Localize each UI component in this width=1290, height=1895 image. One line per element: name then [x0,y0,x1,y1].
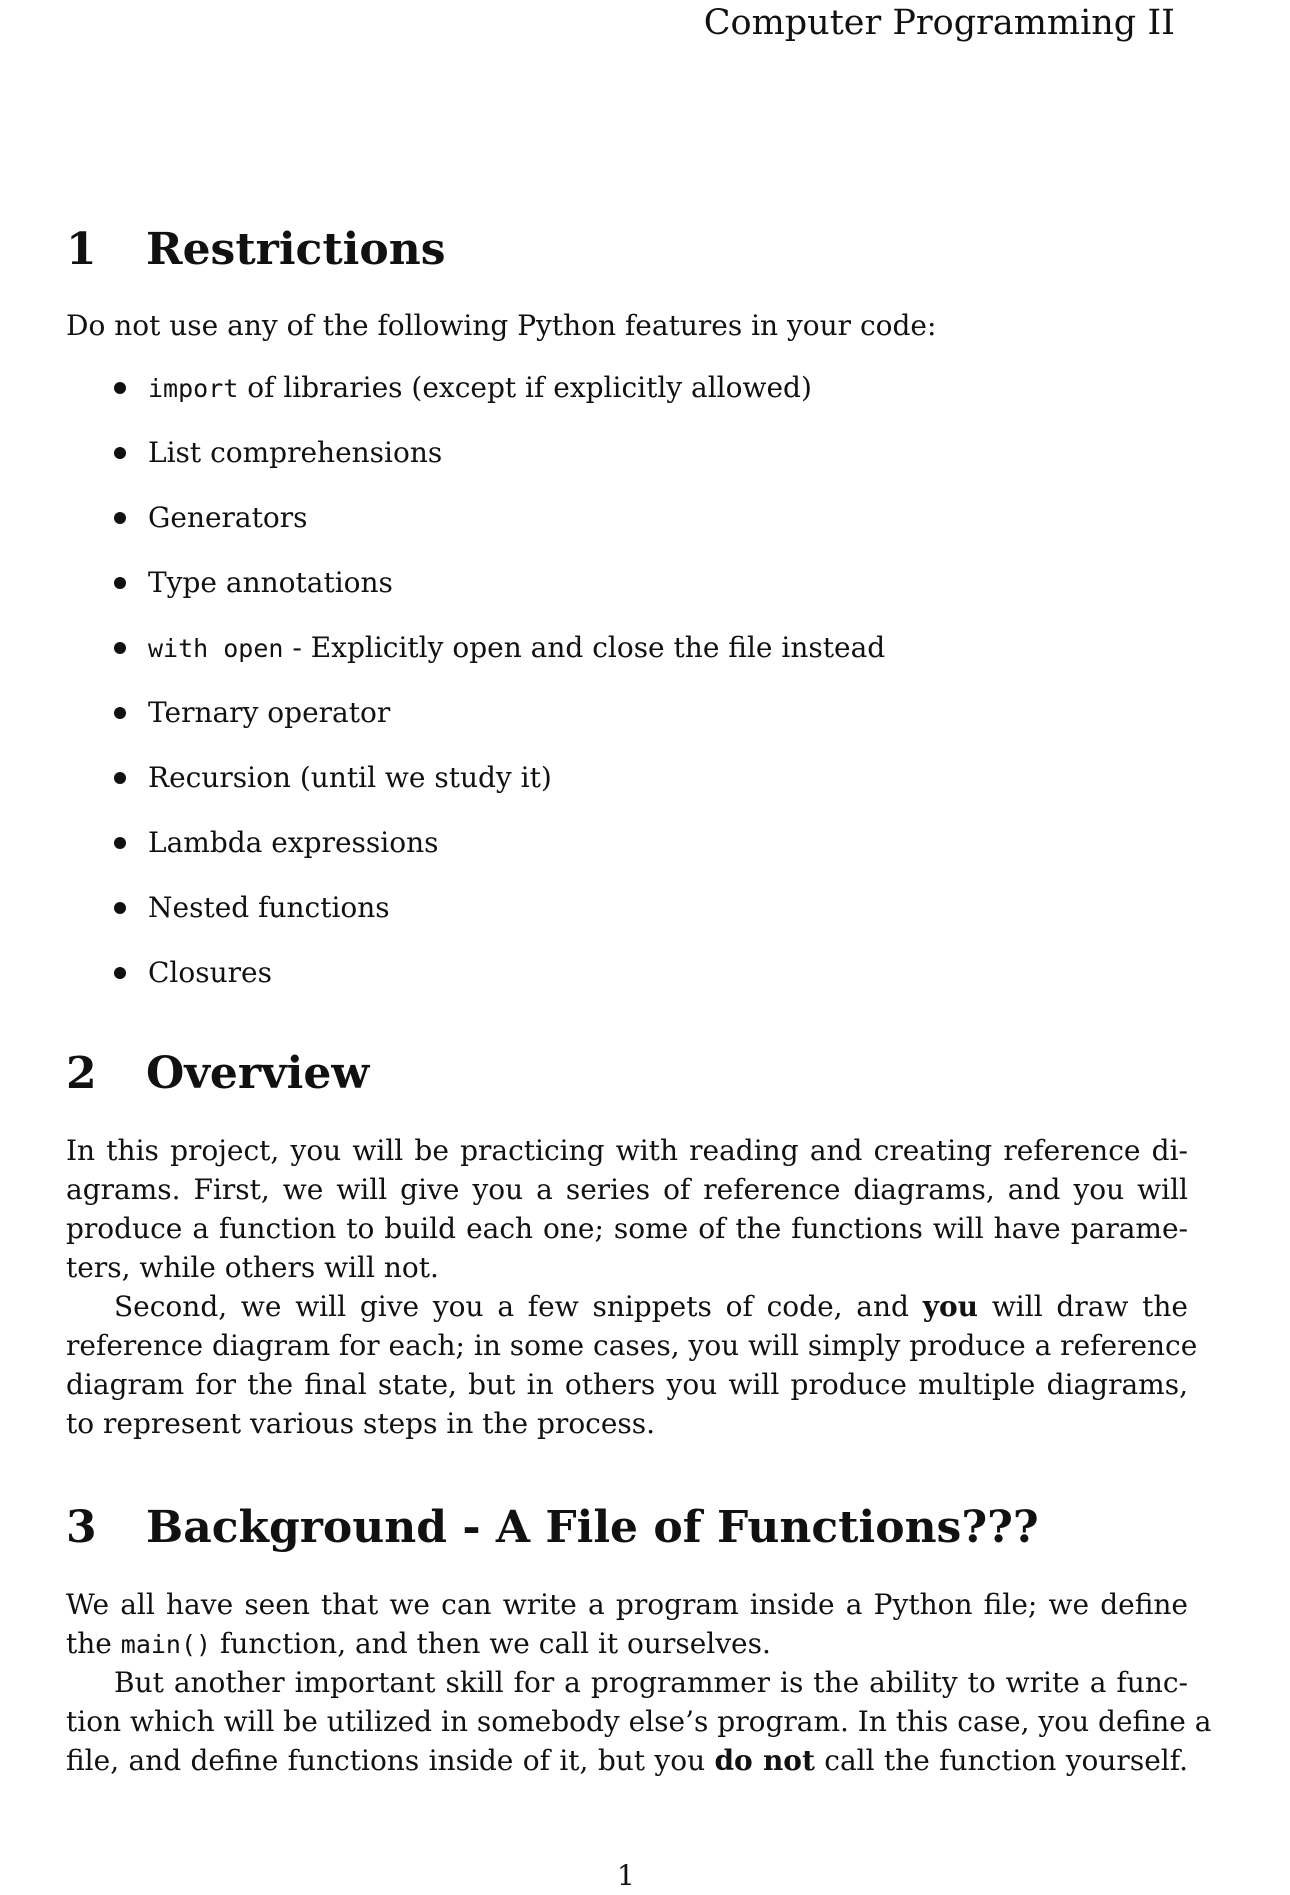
list-item-text: Recursion (until we study it) [148,761,552,794]
list-item [112,498,885,563]
section-heading-restrictions [66,222,446,278]
text-line: tion which will be utilized in somebody else’s program. In this case, you define a [66,1705,1212,1738]
list-item [112,433,885,498]
bold-text: you [922,1290,979,1323]
background-paragraph-2 [66,1663,1212,1780]
bullet-icon [114,382,126,394]
list-item [112,888,885,953]
section-title: Overview [146,1048,370,1099]
list-item [112,563,885,628]
text-line: But another important skill for a programmer is the ability to write a func- [114,1666,1188,1699]
list-item-text: Nested functions [148,891,390,924]
list-item-text: Ternary operator [148,696,391,729]
text-line [66,1624,1188,1664]
list-item [112,758,885,823]
list-item-text: - Explicitly open and close the file instead [283,631,886,664]
bullet-icon [114,837,126,849]
list-item-text: of libraries (except if explicitly allowed) [238,371,812,404]
section-heading-background [66,1500,1039,1556]
overview-paragraph-1 [66,1131,1188,1287]
text-line: ters, while others will not. [66,1251,439,1284]
bullet-icon [114,577,126,589]
section-number: 3 [66,1502,97,1553]
text-run: file, and define functions inside of it, but you [66,1744,715,1777]
list-item-text: Lambda expressions [148,826,439,859]
restrictions-list [112,368,885,1018]
text-line: diagram for the final state, but in others you will produce multiple diagrams, [66,1368,1188,1401]
bullet-icon [114,512,126,524]
bullet-icon [114,642,126,654]
running-header: Computer Programming II [703,3,1175,43]
bullet-icon [114,902,126,914]
bullet-icon [114,707,126,719]
text-line [66,1741,1188,1780]
list-item [112,693,885,758]
text-run: call the function yourself. [814,1744,1188,1777]
text-run: Second, we will give you a few snippets of code, and [114,1290,923,1323]
inline-code: main() [120,1630,212,1659]
bullet-icon [114,447,126,459]
text-run: the [66,1627,121,1660]
background-paragraph-1 [66,1585,1188,1664]
section-title: Restrictions [146,224,446,275]
text-run: will draw the [978,1290,1189,1323]
restrictions-intro: Do not use any of the following Python features in your code: [66,309,937,342]
bold-text: do not [714,1744,815,1777]
list-item [112,823,885,888]
text-line: produce a function to build each one; some of the functions will have parame- [66,1212,1188,1245]
section-heading-overview [66,1046,369,1102]
section-number: 2 [66,1048,97,1099]
list-item [112,953,885,1018]
text-line: reference diagram for each; in some cases, you will simply produce a reference [66,1329,1198,1362]
text-line: agrams. First, we will give you a series of reference diagrams, and you will [66,1173,1188,1206]
page-number: 1 [617,1859,635,1892]
list-item-text: Generators [148,501,308,534]
text-line: In this project, you will be practicing with reading and creating reference di- [66,1134,1188,1167]
inline-code: with open [148,634,284,663]
bullet-icon [114,967,126,979]
bullet-icon [114,772,126,784]
list-item [112,368,885,433]
text-line: to represent various steps in the process. [66,1407,656,1440]
text-run: function, and then we call it ourselves. [211,1627,771,1660]
overview-paragraph-2 [66,1287,1198,1443]
text-line: We all have seen that we can write a program inside a Python file; we define [66,1588,1188,1621]
list-item-text: Type annotations [148,566,393,599]
section-number: 1 [66,224,97,275]
list-item [112,628,885,693]
list-item-text: List comprehensions [148,436,443,469]
list-item-text: Closures [148,956,272,989]
text-line [66,1287,1188,1326]
section-title: Background - A File of Functions??? [146,1502,1039,1553]
inline-code: import [148,374,239,403]
